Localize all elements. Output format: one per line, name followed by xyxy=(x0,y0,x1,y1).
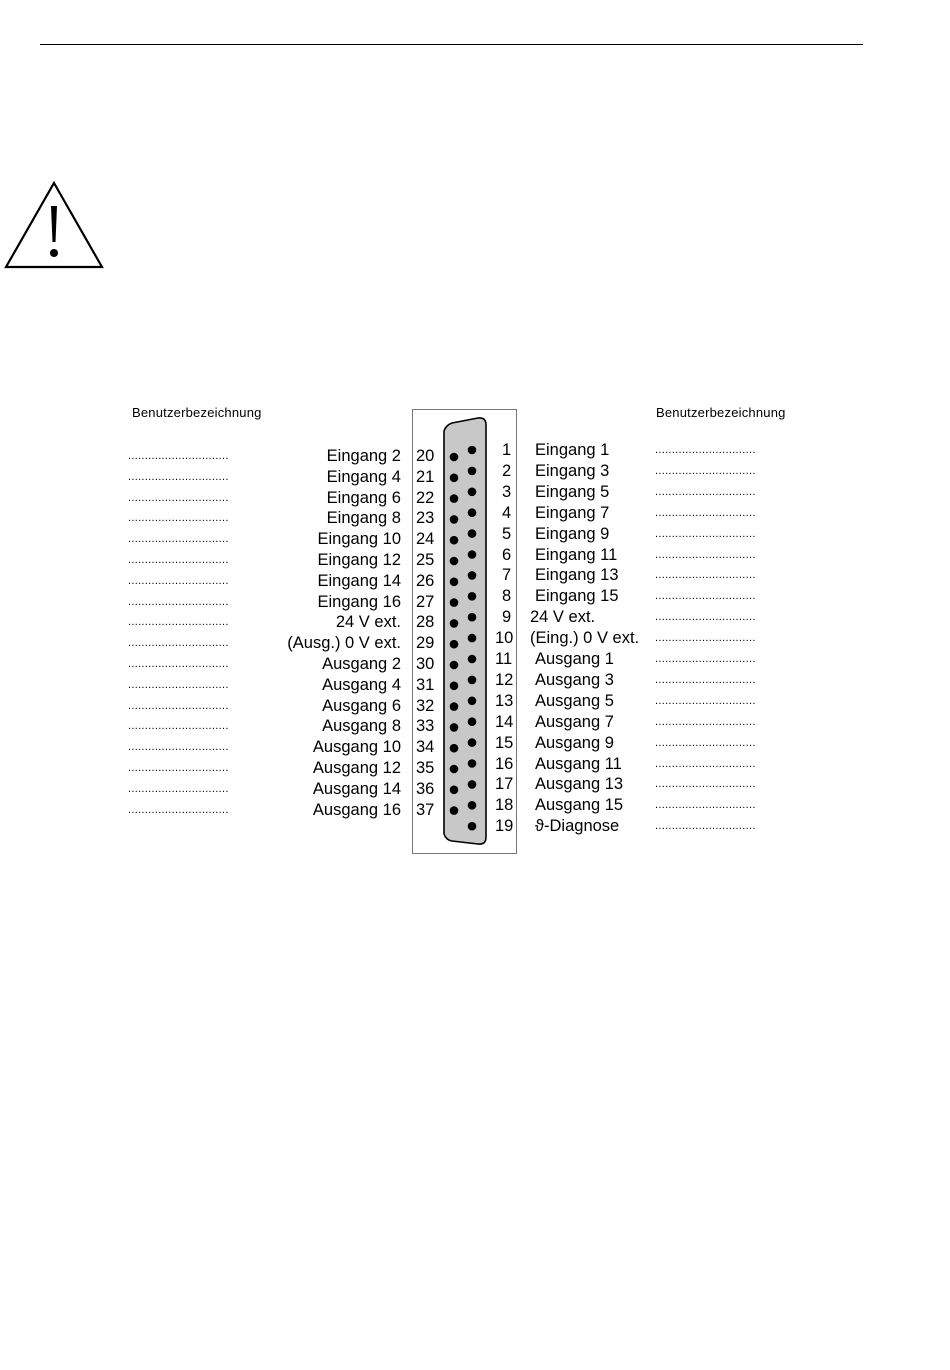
user-label-field[interactable]: .............................. xyxy=(655,799,756,812)
pin-label: Eingang 7 xyxy=(535,503,610,522)
connector-pin xyxy=(450,619,459,628)
connector-pin xyxy=(450,536,459,545)
user-label-field[interactable]: .............................. xyxy=(128,762,229,774)
connector-pin xyxy=(468,801,477,810)
pin-label: Ausgang 15 xyxy=(535,796,624,815)
pin-number: 14 xyxy=(495,712,514,731)
user-label-field[interactable]: .............................. xyxy=(655,778,756,791)
user-label-field[interactable]: .............................. xyxy=(655,653,756,665)
pin-number: 7 xyxy=(502,566,512,585)
user-label-field[interactable]: .............................. xyxy=(128,658,229,670)
pin-number: 27 xyxy=(416,592,435,611)
pin-label: Eingang 14 xyxy=(317,571,401,590)
pin-number: 24 xyxy=(416,530,435,549)
connector-pin xyxy=(450,578,459,587)
connector-pin xyxy=(468,634,477,643)
user-label-field[interactable]: .............................. xyxy=(128,595,229,608)
pin-number: 23 xyxy=(416,509,435,528)
pin-label: Ausgang 14 xyxy=(312,779,401,798)
pin-number: 36 xyxy=(416,779,435,798)
pin-label: Ausgang 1 xyxy=(535,650,614,668)
pin-label: Eingang 6 xyxy=(326,488,401,507)
user-label-field[interactable]: .............................. xyxy=(128,803,229,816)
connector-pin xyxy=(450,453,459,462)
connector-pin xyxy=(450,474,459,483)
pin-number: 22 xyxy=(416,488,435,507)
user-label-field[interactable]: .............................. xyxy=(655,444,756,456)
user-label-field[interactable]: .............................. xyxy=(655,485,756,498)
pin-number: 10 xyxy=(495,629,514,648)
pin-number: 19 xyxy=(495,817,514,836)
user-label-field[interactable]: .............................. xyxy=(128,533,229,546)
user-label-field[interactable]: .............................. xyxy=(655,673,756,686)
pin-label: Ausgang 11 xyxy=(535,754,622,773)
pin-number: 12 xyxy=(495,670,514,689)
connector-pin xyxy=(450,702,459,711)
pin-number: 3 xyxy=(502,482,512,501)
pin-label: Eingang 11 xyxy=(535,545,618,564)
user-label-field[interactable]: .............................. xyxy=(655,632,756,645)
pin-label: Ausgang 2 xyxy=(322,655,401,673)
pin-label: Ausgang 16 xyxy=(312,800,401,819)
pin-label: Ausgang 8 xyxy=(322,717,401,736)
pin-number: 4 xyxy=(502,503,512,522)
pin-number: 32 xyxy=(416,696,435,715)
connector-pin xyxy=(468,697,477,706)
pin-label: Eingang 10 xyxy=(317,530,401,549)
pin-number: 26 xyxy=(416,571,435,590)
pin-number: 21 xyxy=(416,467,435,486)
pin-number: 34 xyxy=(416,738,435,757)
pin-label: Ausgang 4 xyxy=(322,675,401,694)
connector-pin xyxy=(468,508,477,517)
pin-number: 2 xyxy=(502,461,512,480)
user-label-field[interactable]: .............................. xyxy=(128,554,229,566)
pin-number: 33 xyxy=(416,717,435,736)
pin-number: 35 xyxy=(416,759,435,777)
user-label-field[interactable]: .............................. xyxy=(128,574,229,587)
warning-triangle-icon xyxy=(3,180,105,270)
connector-pin xyxy=(450,806,459,815)
connector-pin xyxy=(450,765,459,774)
pin-label: Eingang 5 xyxy=(535,482,610,501)
connector-pin xyxy=(468,488,477,497)
connector-pin xyxy=(468,822,477,831)
pin-label: Eingang 13 xyxy=(535,566,619,585)
user-label-field[interactable]: .............................. xyxy=(655,527,756,540)
user-label-header-left: Benutzerbezeichnung xyxy=(132,405,262,420)
connector-pin xyxy=(468,780,477,789)
user-label-field[interactable]: .............................. xyxy=(128,782,229,795)
pin-number: 30 xyxy=(416,655,435,673)
user-label-field[interactable]: .............................. xyxy=(655,715,756,728)
connector-pin xyxy=(468,717,477,726)
connector-pin xyxy=(450,557,459,566)
connector-pin xyxy=(450,682,459,691)
user-label-field[interactable]: .............................. xyxy=(655,611,756,624)
user-label-field[interactable]: .............................. xyxy=(655,590,756,603)
pin-label: Eingang 9 xyxy=(535,524,610,543)
header-rule xyxy=(40,44,863,45)
connector-pin xyxy=(450,723,459,732)
pin-label: Ausgang 10 xyxy=(312,738,401,757)
pin-label: Eingang 15 xyxy=(535,587,619,606)
connector-pin xyxy=(468,613,477,622)
user-label-field[interactable]: .............................. xyxy=(128,616,229,629)
pin-number: 13 xyxy=(495,691,514,710)
connector-pin xyxy=(450,598,459,607)
pin-label: Ausgang 13 xyxy=(535,775,624,794)
connector-pin xyxy=(468,446,477,455)
user-label-field[interactable]: .............................. xyxy=(128,637,229,650)
pin-label: Eingang 16 xyxy=(317,592,401,611)
pin-label: Ausgang 3 xyxy=(535,670,614,689)
connector-pin xyxy=(450,744,459,753)
connector-pin xyxy=(468,738,477,747)
pin-label: Ausgang 5 xyxy=(535,691,614,710)
connector-pin xyxy=(468,529,477,538)
connector-pin xyxy=(450,494,459,503)
connector-pin xyxy=(468,759,477,768)
pin-number: 5 xyxy=(502,524,512,543)
user-label-field[interactable]: .............................. xyxy=(128,470,229,483)
connector-pin xyxy=(468,550,477,559)
pin-number: 9 xyxy=(502,608,512,627)
pin-number: 20 xyxy=(416,447,435,465)
connector-pin xyxy=(468,655,477,664)
user-label-field[interactable]: .............................. xyxy=(128,678,229,691)
d-sub-37-connector-icon xyxy=(412,409,518,855)
connector-pin xyxy=(450,661,459,670)
pin-label: 24 V ext. xyxy=(335,613,401,632)
user-label-field[interactable]: .............................. xyxy=(655,820,756,833)
pin-number: 37 xyxy=(416,800,435,819)
pin-label: Eingang 12 xyxy=(317,551,401,569)
pin-label: Eingang 1 xyxy=(535,441,610,459)
pin-number: 6 xyxy=(502,545,512,564)
pin-number: 18 xyxy=(495,796,514,815)
pin-number: 17 xyxy=(495,775,514,794)
user-label-field[interactable]: .............................. xyxy=(655,506,756,519)
connector-pin xyxy=(468,676,477,685)
user-label-field[interactable]: .............................. xyxy=(655,569,756,582)
pin-label: Eingang 2 xyxy=(326,447,401,465)
pin-number: 11 xyxy=(495,650,513,668)
user-label-header-right: Benutzerbezeichnung xyxy=(656,405,786,420)
pin-number: 28 xyxy=(416,613,435,632)
user-label-field[interactable]: .............................. xyxy=(128,741,229,754)
pin-label: (Ausg.) 0 V ext. xyxy=(287,634,401,653)
user-label-field[interactable]: .............................. xyxy=(128,699,229,712)
pin-label: Eingang 4 xyxy=(326,467,401,486)
user-label-field[interactable]: .............................. xyxy=(655,757,756,770)
pin-number: 8 xyxy=(502,587,512,606)
user-label-field[interactable]: .............................. xyxy=(655,548,756,561)
connector-pin xyxy=(450,786,459,795)
connector-pin xyxy=(468,571,477,580)
connector-pin xyxy=(450,515,459,524)
connector-pin xyxy=(450,640,459,649)
pin-number: 29 xyxy=(416,634,435,653)
pin-label: 24 V ext. xyxy=(530,608,596,627)
pin-number: 16 xyxy=(495,754,514,773)
pin-number: 25 xyxy=(416,551,435,569)
pin-label: Ausgang 9 xyxy=(535,733,614,752)
user-label-field[interactable]: .............................. xyxy=(655,464,756,477)
user-label-field[interactable]: .............................. xyxy=(128,512,229,525)
connector-pin xyxy=(468,467,477,476)
user-label-field[interactable]: .............................. xyxy=(655,694,756,707)
pin-label: Ausgang 6 xyxy=(322,696,401,715)
pin-label: (Eing.) 0 V ext. xyxy=(530,629,640,648)
user-label-field[interactable]: .............................. xyxy=(128,491,229,504)
pin-label: Ausgang 12 xyxy=(312,759,401,777)
user-label-field[interactable]: .............................. xyxy=(655,736,756,749)
pin-number: 31 xyxy=(416,675,435,694)
user-label-field[interactable]: .............................. xyxy=(128,450,229,462)
pin-number: 1 xyxy=(502,441,512,459)
pin-number: 15 xyxy=(495,733,514,752)
pin-label: Eingang 8 xyxy=(326,509,401,528)
pin-label: ϑ-Diagnose xyxy=(535,817,620,836)
user-label-field[interactable]: .............................. xyxy=(128,720,229,733)
connector-pin xyxy=(468,592,477,601)
pin-label: Eingang 3 xyxy=(535,461,610,480)
pin-label: Ausgang 7 xyxy=(535,712,614,731)
